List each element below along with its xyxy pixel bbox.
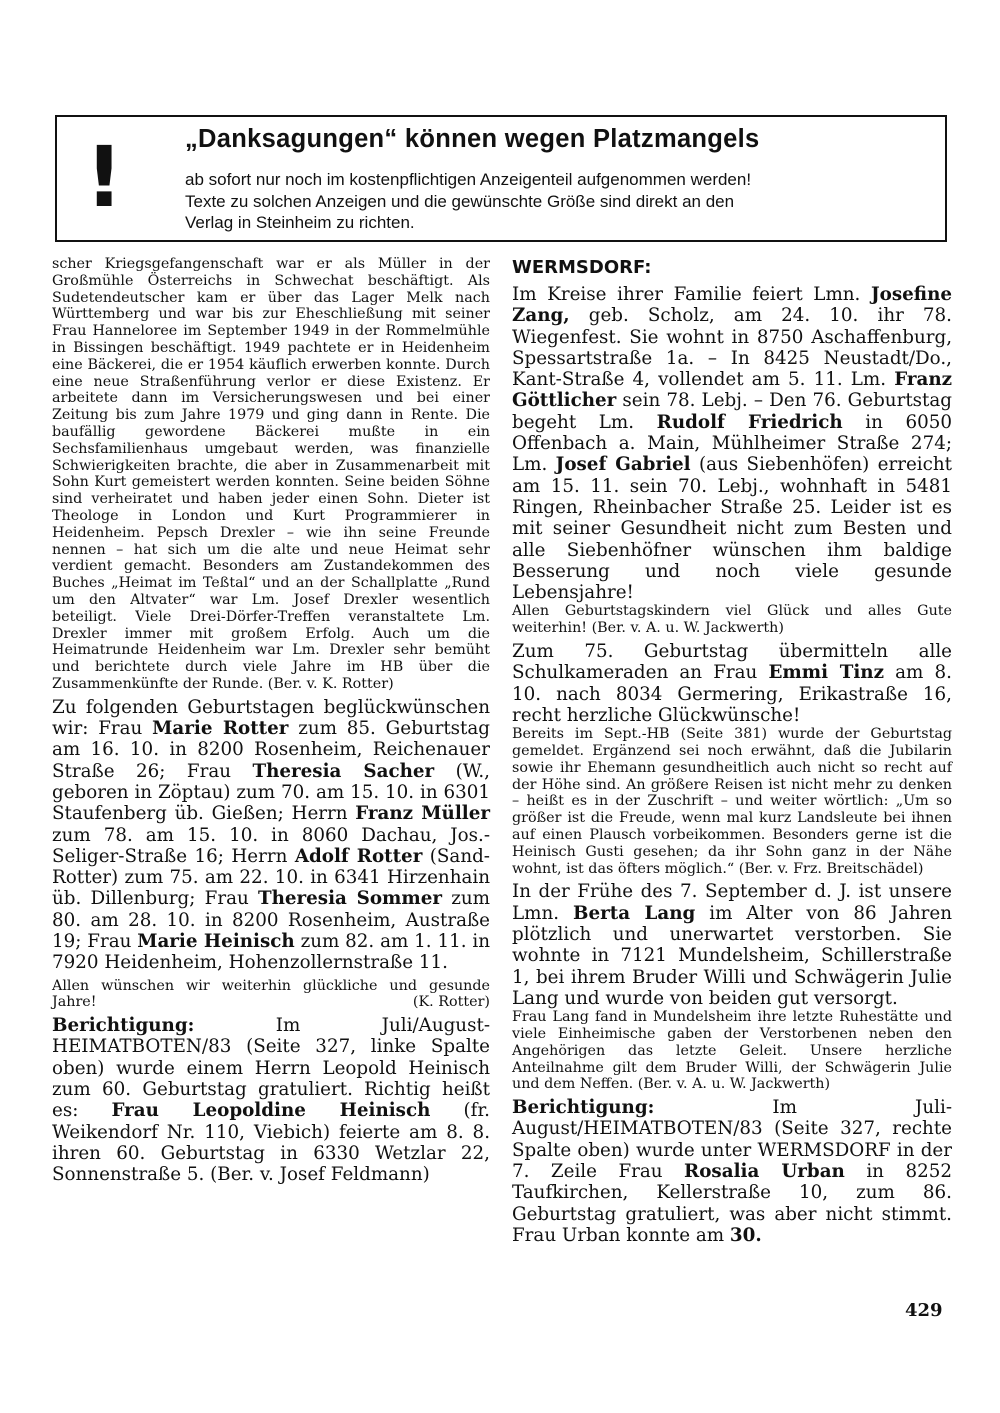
person-name: Josefine Zang, <box>512 284 952 327</box>
person-name: Marie Rotter <box>152 718 289 740</box>
obituary-lang: In der Frühe des 7. September d. J. ist unsere Lmn. Berta Lang im Alter von 86 Jahren plötzlich und unerwartet verstorben. Sie wohnte in 7121 Mundelsheim, Schillerstraße 1, bei ihrem Bruder Willi und Schwägerin Julie Lang und wurde von beiden gut versorgt. <box>512 881 952 1009</box>
person-name: Franz Göttlicher <box>512 369 952 412</box>
person-name: Frau Leopoldine Heinisch <box>111 1100 431 1122</box>
correction-label: Berichtigung: <box>512 1097 655 1119</box>
drexler-biography: scher Kriegsgefangenschaft war er als Müller in der Großmühle Österreichs in Schwechat beschäftigt. Als Sudetendeutscher kam er über das Lager Melk nach Württemberg und war bis zur Eheschließung mit seiner Frau Hanneloree im September 1949 in der Rommelmühle in Bissingen beschäftigt. 1949 pachtete er in Heidenheim eine Bäckerei, die er 1954 käuflich erwerben konnte. Durch eine neue Straßenführung verlor er diese Existenz. Er arbeitete dann im Versicherungswesen und bei einer Zeitung bis zum Jahre 1979 und ging dann in Rente. Die baufällig gewordene Bäckerei mußte in ein Sechsfamilienhaus umgebaut werden, was finanzielle Schwierigkeiten brachte, die aber in Zusammenarbeit mit Sohn Kurt gemeistert werden konnten. Seine beiden Söhne sind verheiratet und haben jeder einen Sohn. Dieter ist Theologe in London und Kurt Programmierer in Heidenheim. Pepsch Drexler – wie ihn seine Freunde nennen – hat sich um die alte und neue Heimat sehr verdient gemacht. Besonders am Zustandekommen des Buches „Heimat im Teßtal“ und an der Schallplatte „Rund um den Altvater“ war Lm. Josef Drexler wesentlich beteiligt. Viele Drei-Dörfer-Treffen veranstaltete Lm. Drexler immer mit großem Erfolg. Auch um die Heimatrunde Heidenheim war Lm. Drexler sehr bemüht und berichtete durch viele Jahre im HB über die Zusammenkünfte der Runde. (Ber. v. K. Rotter) <box>52 256 490 692</box>
correction-label: Berichtigung: <box>52 1015 195 1037</box>
obituary-details: Frau Lang fand in Mundelsheim ihre letzte Ruhestätte und viele Einheimische gaben der Verstorbenen neben den Angehörigen das letzte Geleit. Unsere herzliche Anteilnahme gilt dem Bruder Willi, der Schwägerin Julie und dem Neffen. (Ber. v. A. u. W. Jackwerth) <box>512 1009 952 1093</box>
person-name: Theresia Sacher <box>252 760 435 782</box>
wermsdorf-birthdays: Im Kreise ihrer Familie feiert Lmn. Josefine Zang, geb. Scholz, am 24. 10. ihr 78. Wiegenfest. Sie wohnt in 8750 Aschaffenburg, Spessartstraße 1a. – In 8425 Neustadt/Do., Kant-Straße 4, vollendet am 5. 11. Lm. Franz Göttlicher sein 78. Lebj. – Den 76. Geburtstag begeht Lm. Rudolf Friedrich in 6050 Offenbach a. Main, Mühlheimer Straße 274; Lm. Josef Gabriel (aus Siebenhöfen) erreicht am 15. 11. sein 70. Lebj., wohnhaft in 5481 Ringen, Rheinbacher Straße 25. Leider ist es mit seiner Gesundheit nicht zum Besten und alle Siebenhöfner wünschen ihm baldige Besserung und noch viele gesunde Lebensjahre! <box>512 284 953 604</box>
section-heading-wermsdorf: WERMSDORF: <box>512 257 652 278</box>
person-name: Rudolf Friedrich <box>656 411 843 433</box>
tinz-details: Bereits im Sept.-HB (Seite 381) wurde der Geburtstag gemeldet. Ergänzend sei noch erwähnt, daß die Jubilarin sowie ihr Ehemann gesundheitlich auch nicht so recht auf der Höhe sind. An größere Reisen ist nicht mehr zu denken – heißt es in der Zuschrift – und weiter wörtlich: „Um so größer ist die Freude, wenn mal kurz Landsleute bei ihnen auf einen Plausch vorbeikommen. Besonders gerne ist die Heinisch Gusti gesehen; da ihr Sohn ganz in der Nähe wohnt, ist das öfters möglich.“ (Ber. v. Frz. Breitschädel) <box>512 726 952 877</box>
birthday-greetings: Zu folgenden Geburtstagen beglückwünschen wir: Frau Marie Rotter zum 85. Geburtstag am 16. 10. in 8200 Rosenheim, Reichenauer Straße 26; Frau Theresia Sacher (W., geboren in Zöptau) zum 70. am 15. 10. in 6301 Staufenberg üb. Gießen; Herrn Franz Müller zum 78. am 15. 10. in 8060 Dachau, Jos.-Seliger-Straße 16; Herrn Adolf Rotter (Sand-Rotter) zum 75. am 22. 10. in 6341 Hirzenhain üb. Dillenburg; Frau Theresia Sommer zum 80. am 28. 10. in 8200 Rosenheim, Austraße 19; Frau Marie Heinisch zum 82. am 1. 11. in 7920 Heidenheim, Hohenzollernstraße 11. <box>52 696 490 974</box>
person-name: Adolf Rotter <box>294 845 423 867</box>
person-name: Berta Lang <box>573 902 696 924</box>
right-column <box>512 256 952 1246</box>
notice-title: „Danksagungen“ können wegen Platzmangels <box>185 125 760 153</box>
wishes-author: (K. Rotter) <box>412 994 490 1011</box>
notice-text <box>185 169 925 234</box>
notice-line: ab sofort nur noch im kostenpflichtigen Anzeigenteil aufgenommen werden! <box>185 170 752 189</box>
notice-line: Texte zu solchen Anzeigen und die gewünschte Größe sind direkt an den <box>185 191 735 211</box>
date-number: 30. <box>729 1224 762 1246</box>
correction-right: Berichtigung: Im Juli-August/HEIMATBOTEN/83 (Seite 327, rechte Spalte oben) wurde unter WERMSDORF in der 7. Zeile Frau Rosalia Urban in 8252 Taufkirchen, Kellerstraße 10, zum 86. Geburtstag gratuliert, was aber nicht stimmt. Frau Urban konnte am 30. <box>512 1097 952 1246</box>
page-number: 429 <box>905 1300 943 1321</box>
left-column <box>52 256 490 1186</box>
tinz-birthday: Zum 75. Geburtstag übermitteln alle Schulkameraden an Frau Emmi Tinz am 8. 10. nach 8034 Germering, Erikastraße 16, recht herzliche Glückwünsche! <box>512 641 952 726</box>
person-name: Rosalia Urban <box>684 1161 845 1183</box>
person-name: Josef Gabriel <box>555 454 691 476</box>
wermsdorf-wishes: Allen Geburtstagskindern viel Glück und alles Gute weiterhin! (Ber. v. A. u. W. Jackwerth) <box>512 603 952 637</box>
notice-box <box>55 115 947 242</box>
person-name: Emmi Tinz <box>768 662 884 684</box>
exclamation-icon: ! <box>85 128 124 226</box>
correction-left: Berichtigung: Im Juli/August-HEIMATBOTEN/83 (Seite 327, linke Spalte oben) wurde einem Herrn Leopold Heinisch zum 60. Geburtstag gratuliert. Richtig heißt es: Frau Leopoldine Heinisch (fr. Weikendorf Nr. 110, Viebich) feierte am 8. 8. ihren 60. Geburtstag in 6330 Wetzlar 22, Sonnenstraße 5. (Ber. v. Josef Feldmann) <box>52 1015 490 1186</box>
person-name: Franz Müller <box>355 803 490 825</box>
birthday-wishes: Allen wünschen wir weiterhin glückliche und gesunde Jahre! (K. Rotter) <box>52 977 490 1011</box>
person-name: Theresia Sommer <box>257 888 442 910</box>
person-name: Marie Heinisch <box>137 930 295 952</box>
notice-line: Verlag in Steinheim zu richten. <box>185 213 415 232</box>
